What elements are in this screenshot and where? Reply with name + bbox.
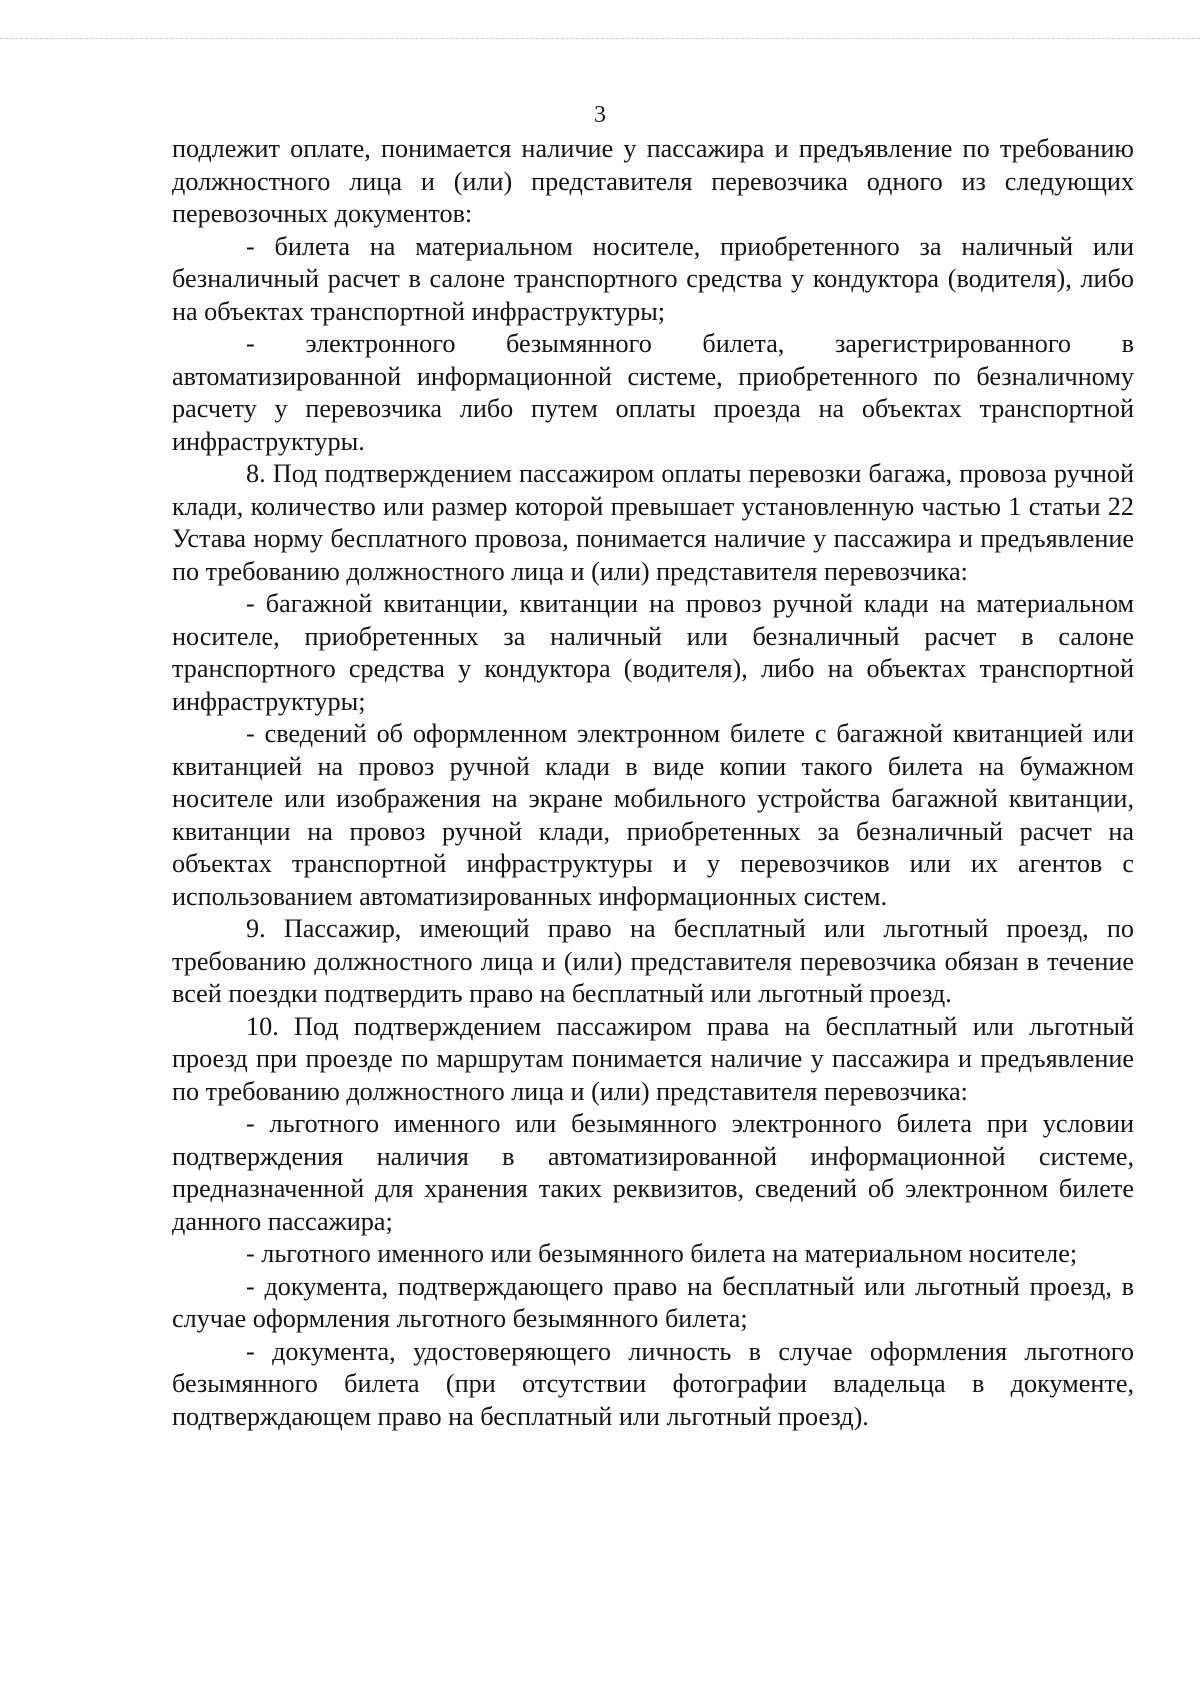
list-item-electronic-privilege-ticket: - льготного именного или безымянного электронного билета при условии подтверждения наличия в автоматизированной информационной системе, предназначенной для хранения таких реквизитов, сведений об электронном билете данного пассажира;: [172, 1109, 1134, 1236]
list-item-identity-document: - документа, удостоверяющего личность в случае оформления льготного безымянного билета (при отсутствии фотографии владельца в документе, подтверждающем право на бесплатный или льготный проезд).: [172, 1336, 1134, 1431]
list-item-baggage-receipt: - багажной квитанции, квитанции на провоз ручной клади на материальном носителе, приобретенных за наличный или безналичный расчет в салоне транспортного средства у кондуктора (водителя), либо на объектах транспортной инфраструктуры;: [172, 589, 1134, 716]
paragraph-9: 9. Пассажир, имеющий право на бесплатный или льготный проезд, по требованию должностного лица и (или) представителя перевозчика обязан в течение всей поездки подтвердить право на бесплатный или льготный проезд.: [172, 914, 1134, 1008]
list-item-paper-privilege-ticket: - льготного именного или безымянного билета на материальном носителе;: [246, 1239, 1078, 1268]
list-item-electronic-ticket: - электронного безымянного билета, зарегистрированного в автоматизированной информационной системе, приобретенного по безналичному расчету у перевозчика либо путем оплаты проезда на объектах транспортной инфраструктуры.: [172, 329, 1134, 456]
paragraph-continuation: подлежит оплате, понимается наличие у пассажира и предъявление по требованию должностного лица и (или) представителя перевозчика одного из следующих перевозочных документов:: [172, 134, 1134, 228]
paragraph-8: 8. Под подтверждением пассажиром оплаты перевозки багажа, провоза ручной клади, количество или размер которой превышает установленную частью 1 статьи 22 Устава норму бесплатного провоза, понимается наличие у пассажира и предъявление по требованию должностного лица и (или) представителя перевозчика:: [172, 459, 1134, 586]
document-body: [172, 133, 1134, 1433]
paragraph-10: 10. Под подтверждением пассажиром права на бесплатный или льготный проезд при проезде по маршрутам понимается наличие у пассажира и предъявление по требованию должностного лица и (или) представителя перевозчика:: [172, 1011, 1134, 1106]
page-number: 3: [594, 102, 606, 128]
list-item-paper-ticket: - билета на материальном носителе, приобретенного за наличный или безналичный расчет в салоне транспортного средства у кондуктора (водителя), либо на объектах транспортной инфраструктуры;: [172, 231, 1134, 326]
scan-edge-line: [0, 38, 1200, 39]
list-item-privilege-document: - документа, подтверждающего право на бесплатный или льготный проезд, в случае оформления льготного безымянного билета;: [172, 1271, 1134, 1333]
list-item-electronic-baggage-info: - сведений об оформленном электронном билете с багажной квитанцией или квитанцией на провоз ручной клади в виде копии такого билета на бумажном носителе или изображения на экране мобильного устройства багажной квитанции, квитанции на провоз ручной клади, приобретенных за безналичный расчет на объектах транспортной инфраструктуры и у перевозчиков или их агентов с использованием автоматизированных информационных систем.: [172, 719, 1134, 911]
